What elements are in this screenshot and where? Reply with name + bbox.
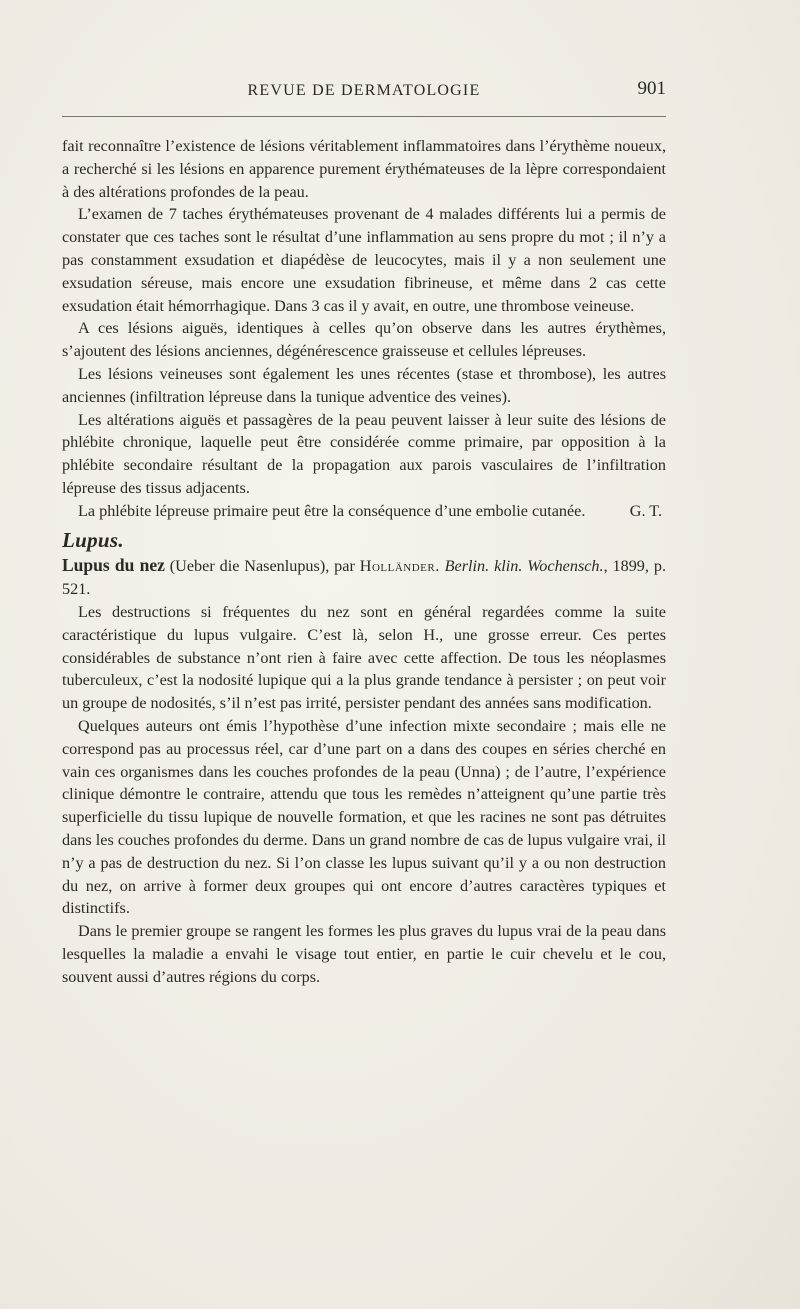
paragraph: Quelques auteurs ont émis l’hypothèse d’une infection mixte secondaire ; mais elle ne correspond pas au processus réel, car d’une part on a dans des coupes en séries cherché en vain ces organismes dans les couches profondes de la peau (Unna) ; de l’autre, l’expérience clinique démontre le contraire, attendu que tous les remèdes n’atteignent qu’une partie très superficielle du tissu lupique de nouvelle formation, et que les racines ne sont pas détruites dans les couches profondes du derme. Dans un grand nombre de cas de lupus vulgaire vrai, il n’y a pas de destruction du nez. Si l’on classe les lupus suivant qu’il y a ou non destruction du nez, on arrive à former deux groupes qui ont encore d’autres caractères typiques et distinctifs. — [62, 716, 666, 918]
paragraph: A ces lésions aiguës, identiques à celles qu’on observe dans les autres érythèmes, s’ajoutent des lésions anciennes, dégénérescence graisseuse et cellules lépreuses. — [62, 319, 666, 361]
journal: Berlin. klin. Wochensch. — [444, 557, 604, 576]
article-subtitle: (Ueber die Nasenlupus), par — [169, 557, 355, 576]
paragraph: L’examen de 7 taches érythémateuses provenant de 4 malades différents lui a permis de constater que ces taches sont le résultat d’une inflammation au sens propre du mot ; il n’y a pas constamment exsudation et diapédèse de leucocytes, mais il y a non seulement une exsudation séreuse, mais encore une exsudation fibrineuse, et même dans 2 cas cette exsudation était hémorrhagique. Dans 3 cas il y avait, en outre, une thrombose veineuse. — [62, 205, 666, 315]
citation: , 1899, p. 521. — [62, 557, 666, 599]
paragraph: fait reconnaître l’existence de lésions véritablement inflammatoires dans l’érythème noueux, a recherché si les lésions en apparence purement érythémateuses de la lèpre correspondaient à des altérations profondes de la peau. — [62, 137, 666, 201]
page-header — [62, 78, 666, 108]
author: Holländer. — [359, 557, 440, 576]
closing-paragraph — [62, 500, 666, 523]
signature: G. T. — [629, 501, 662, 520]
page-number: 901 — [637, 78, 666, 99]
running-title: REVUE DE DERMATOLOGIE — [247, 82, 481, 99]
paragraph: Les lésions veineuses sont également les unes récentes (stase et thrombose), les autres anciennes (infiltration lépreuse dans la tunique adventice des veines). — [62, 364, 666, 406]
section-heading: Lupus. — [62, 527, 124, 552]
article-title: Lupus du nez — [62, 555, 165, 576]
header-rule — [62, 116, 666, 117]
closing-text: La phlébite lépreuse primaire peut être la conséquence d’une embolie cutanée. — [78, 501, 586, 520]
paragraph: Dans le premier groupe se rangent les formes les plus graves du lupus vrai de la peau dans lesquelles la maladie a envahi le visage tout entier, en partie le cuir chevelu et le cou, souvent aussi d’autres régions du corps. — [62, 922, 666, 986]
paragraph: Les altérations aiguës et passagères de la peau peuvent laisser à leur suite des lésions de phlébite chronique, laquelle peut être considérée comme primaire, par opposition à la phlébite secondaire résultant de la propagation aux parois vasculaires de l’infiltration lépreuse des tissus adjacents. — [62, 410, 666, 497]
paragraph: Les destructions si fréquentes du nez sont en général regardées comme la suite caractéristique du lupus vulgaire. C’est là, selon H., une grosse erreur. Ces pertes considérables de substance n’ont rien à faire avec cette affection. De tous les néoplasmes tuberculeux, c’est la nodosité lupique qui a la plus grande tendance à persister ; on peut voir un groupe de nodosités, s’il n’est pas irrité, persister pendant des années sans modification. — [62, 602, 666, 713]
body-text — [62, 135, 666, 988]
article-heading — [62, 554, 666, 601]
